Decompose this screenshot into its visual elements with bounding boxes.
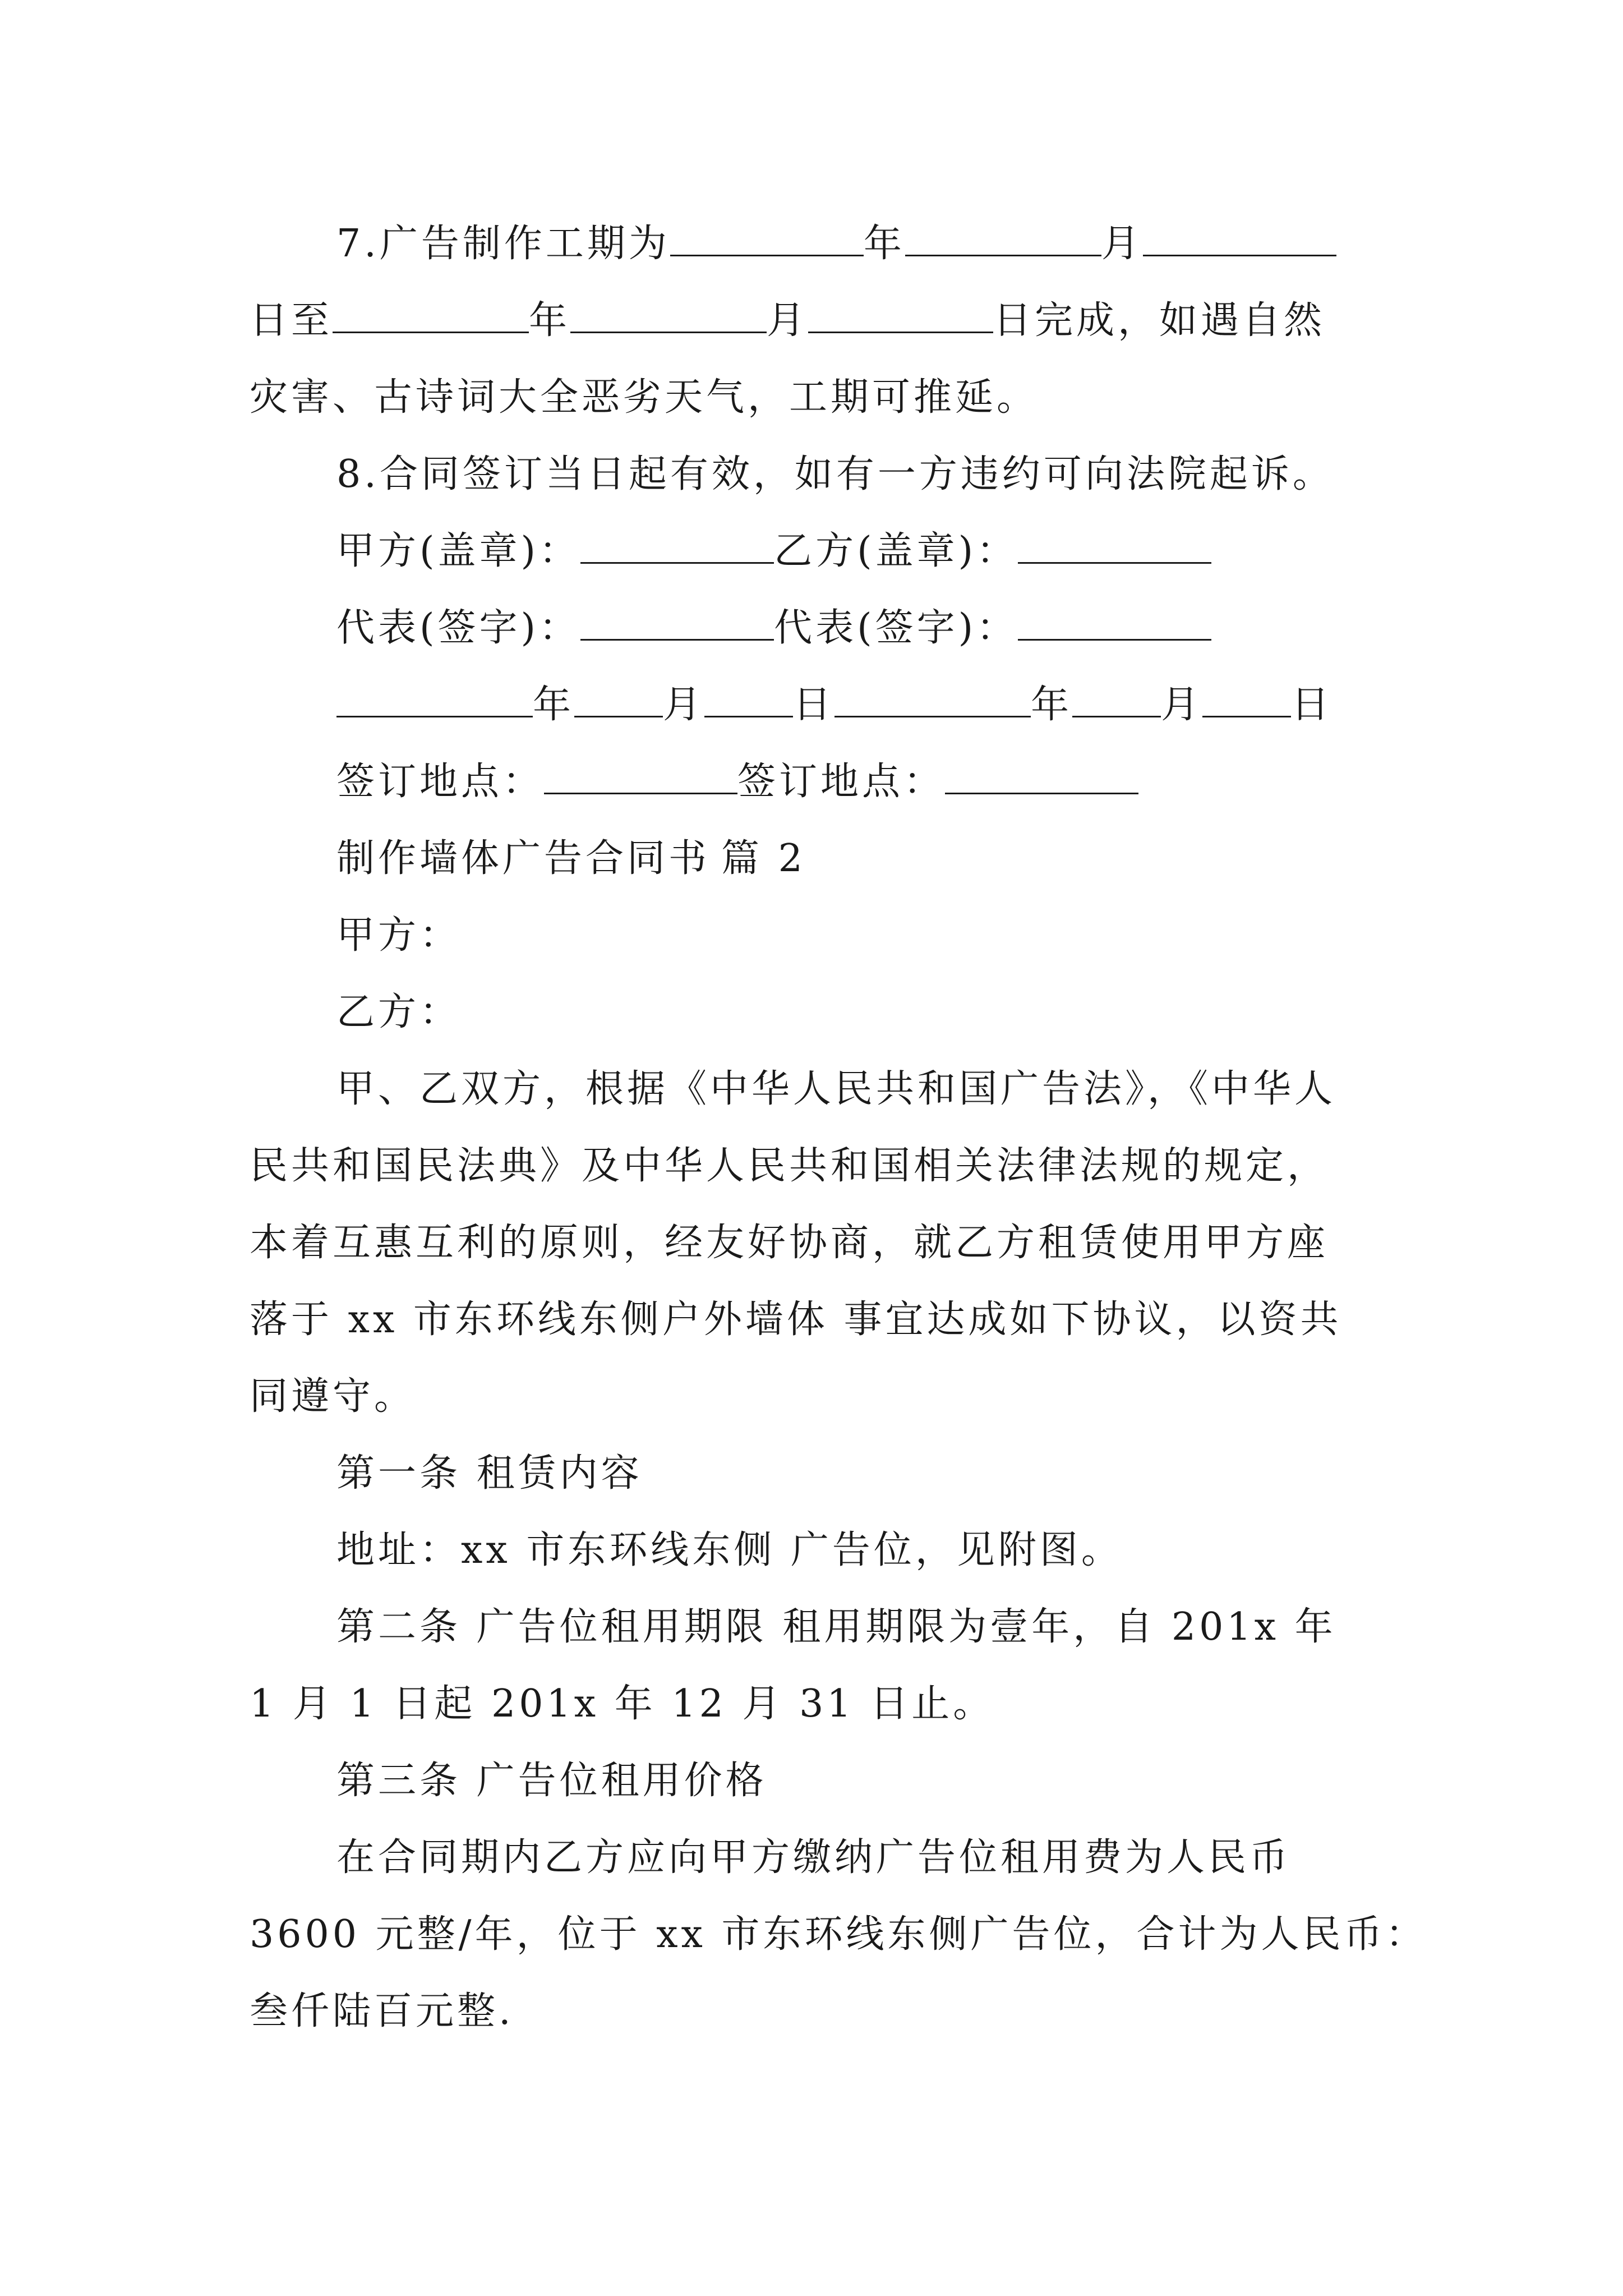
article-3-line-2 [250, 1910, 1427, 1960]
blank-field [570, 297, 767, 333]
blank-field [1072, 681, 1161, 717]
text: 民共和国民法典》及中华人民共和国相关法律法规的规定， [250, 1144, 1329, 1188]
text: 月 [1101, 222, 1143, 266]
clause-7-line-3 [250, 372, 1038, 423]
preamble-line-4 [250, 1295, 1342, 1345]
text: 7.广告制作工期为 [336, 222, 670, 266]
text: 甲、乙双方，根据《中华人民共和国广告法》，《中华人 [336, 1067, 1336, 1111]
text: 制作墙体广告合同书 [336, 836, 711, 881]
text: 灾害、古诗词大全恶劣天气，工期可推延。 [250, 375, 1039, 420]
blank-field [945, 758, 1138, 794]
text: 日 [1291, 683, 1333, 727]
text: 落于 xx 市东环线东侧户外墙体 事宜达成如下协议，以资共 [250, 1297, 1342, 1342]
text: 篇 2 [721, 836, 806, 881]
blank-field [808, 297, 993, 333]
article-2-line-2 [250, 1679, 994, 1729]
text: 第三条 广告位租用价格 [336, 1759, 767, 1803]
text: 日至 [250, 298, 333, 343]
preamble-line-3 [250, 1218, 1329, 1268]
text: 日完成，如遇自然 [993, 298, 1326, 343]
text: 甲方： [336, 913, 462, 958]
text: 本着互惠互利的原则，经友好协商，就乙方租赁使用甲方座 [250, 1221, 1329, 1265]
party-a [336, 910, 461, 961]
signing-place-line [336, 757, 1138, 807]
text: 月 [663, 683, 705, 727]
blank-field [544, 758, 737, 794]
blank-field [1018, 527, 1211, 564]
text: 年 [863, 222, 905, 266]
text: 叁仟陆百元整. [250, 1989, 514, 2033]
date-line [336, 680, 1332, 730]
blank-field [704, 681, 793, 717]
text: 年 [529, 298, 571, 343]
article-3-line-1 [336, 1833, 1291, 1883]
blank-field [905, 220, 1101, 256]
preamble-line-2 [250, 1141, 1329, 1191]
signature-line [336, 603, 1211, 654]
party-b [336, 987, 461, 1038]
blank-field [670, 220, 864, 256]
text: 年 [1031, 683, 1073, 727]
article-3-line-3 [250, 1986, 514, 2037]
text: 在合同期内乙方应向甲方缴纳广告位租用费为人民币 [336, 1835, 1292, 1880]
article-2-line-1 [336, 1602, 1336, 1653]
text: 8.合同签订当日起有效，如有一方违约可向法院起诉。 [336, 452, 1334, 496]
clause-7-line-1 [336, 219, 1336, 269]
text: 代表(签字)： [336, 606, 581, 650]
text: 同遵守。 [250, 1374, 416, 1419]
blank-field [1018, 604, 1211, 641]
text: 3600 元整/年，位于 xx 市东环线东侧广告位，合计为人民币： [250, 1912, 1427, 1957]
text: 年 [533, 683, 575, 727]
blank-field [333, 297, 529, 333]
text: 月 [767, 298, 809, 343]
text: 代表(签字)： [774, 606, 1018, 650]
text: 月 [1161, 683, 1203, 727]
seal-line [336, 526, 1211, 577]
clause-8 [336, 449, 1334, 500]
blank-field [574, 681, 663, 717]
blank-field [1143, 220, 1336, 256]
blank-field [580, 604, 774, 641]
blank-field [1202, 681, 1291, 717]
text: 第一条 租赁内容 [336, 1451, 643, 1496]
text: 签订地点： [737, 760, 946, 804]
section-title [336, 834, 806, 884]
text: 甲方(盖章)： [336, 529, 581, 573]
article-1-address [336, 1525, 1123, 1576]
text: 地址：xx 市东环线东侧 广告位，见附图。 [336, 1528, 1123, 1572]
preamble-line-1 [336, 1064, 1336, 1115]
blank-field [580, 527, 774, 564]
text: 日 [793, 683, 835, 727]
blank-field [336, 681, 533, 717]
text: 乙方： [336, 990, 462, 1034]
text: 签订地点： [336, 760, 545, 804]
clause-7-line-2 [250, 296, 1325, 346]
text: 乙方(盖章)： [774, 529, 1018, 573]
text: 1 月 1 日起 201x 年 12 月 31 日止。 [250, 1682, 995, 1726]
preamble-line-5 [250, 1372, 416, 1422]
text: 第二条 广告位租用期限 租用期限为壹年，自 201x 年 [336, 1605, 1336, 1649]
blank-field [834, 681, 1031, 717]
article-3-title [336, 1756, 767, 1806]
article-1-title [336, 1448, 643, 1499]
